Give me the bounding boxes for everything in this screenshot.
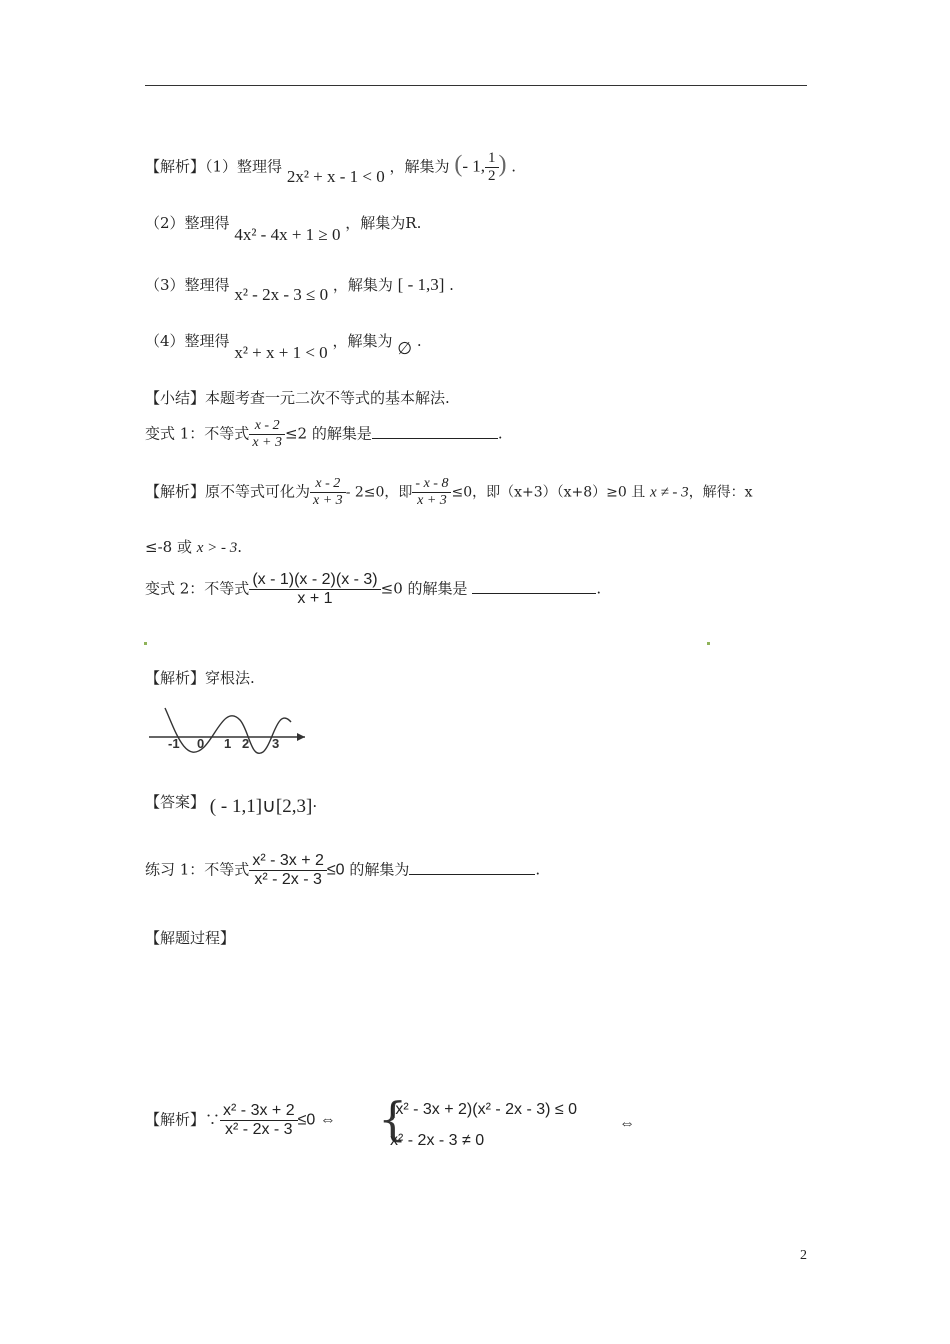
origin-label: 0: [197, 736, 205, 751]
answer-blank[interactable]: [372, 424, 498, 439]
v1-sol-condition: x ≠ - 3: [650, 484, 689, 501]
exercise-1-le: ≤0: [326, 861, 345, 879]
variant-1-fraction: $\frac{x - 2}{x + 3}$: [249, 418, 285, 451]
open-paren: (: [454, 151, 463, 178]
exercise-1-label: 练习 1：不等式: [145, 860, 250, 879]
part-1-end: .: [511, 157, 517, 176]
variant-2-fraction: $\frac{(x - 1)(x - 2)(x - 3)}{x + 1}$: [249, 571, 380, 608]
part-4-end: .: [416, 332, 422, 350]
summary: 【小结】本题考查一元二次不等式的基本解法.: [145, 389, 450, 407]
part-3-inequality: x² - 2x - 3 ≤ 0: [234, 285, 329, 304]
exercise-1-end: .: [535, 860, 541, 879]
part-1-answer-fraction: $\frac{1}{2}$: [485, 150, 499, 185]
part-3-answer: [ - 1,3]: [397, 275, 445, 294]
root-label: 1: [224, 736, 232, 751]
final-le: ≤0 ⇔: [297, 1111, 336, 1129]
axis-arrow-icon: [297, 733, 305, 741]
variant-1-solution: [145, 476, 753, 509]
v1-sol-line2a: ≤-8 或: [145, 538, 192, 556]
part-2-inequality: 4x² - 4x + 1 ≥ 0: [234, 225, 341, 244]
marker-dot-right: [707, 642, 710, 645]
variant-2: [145, 571, 601, 608]
header-rule: [145, 85, 807, 86]
part-1-inequality: 2x² + x - 1 < 0: [286, 166, 385, 186]
solution-part-2: [145, 212, 422, 244]
answer-label: 【答案】: [145, 793, 206, 811]
part-2-mid: ，解集为R.: [345, 214, 422, 232]
v1-sol-head: 【解析】原不等式可化为: [145, 482, 311, 501]
root-label: 3: [272, 736, 280, 751]
final-analysis: [145, 1102, 336, 1139]
answer-blank[interactable]: [409, 860, 535, 875]
v1-sol-fraction-1: $\frac{x - 2}{x + 3}$: [310, 476, 346, 509]
close-paren: ): [498, 151, 507, 178]
part-3-end: .: [449, 276, 454, 294]
part-3-mid: ，解集为: [332, 276, 393, 294]
v1-sol-fraction-2: $\frac{- x - 8}{x + 3}$: [412, 476, 451, 509]
exercise-1: [145, 852, 540, 889]
system-line-1: (x² - 3x + 2)(x² - 2x - 3) ≤ 0: [390, 1101, 578, 1118]
solution-part-4: [145, 330, 422, 362]
final-label: 【解析】∵: [145, 1110, 221, 1129]
solution-part-3: [145, 274, 454, 304]
answer-end: .: [312, 793, 318, 811]
variant-1-solution-line-2: [145, 536, 242, 557]
v1-sol-line2b: x > - 3: [196, 540, 238, 556]
v1-sol-line2c: .: [237, 538, 243, 556]
v1-sol-mid2: ≤0，即（x+3）（x+8）≥0 且: [451, 484, 646, 501]
page-number: 2: [800, 1248, 807, 1263]
part-4-inequality: x² + x + 1 < 0: [234, 343, 328, 362]
system-brace: {: [378, 1092, 408, 1146]
v1-sol-mid3: ，解得：x: [688, 484, 753, 501]
marker-dot-left: [144, 642, 147, 645]
part-1-answer-a: - 1,: [462, 156, 486, 176]
answer-line: [145, 790, 318, 817]
variant-2-end: .: [596, 579, 602, 598]
variant-1-end: .: [497, 424, 503, 443]
final-fraction: $\frac{\text{x² - 3x + 2}}{\text{x² - 2x - 3}}$: [220, 1102, 298, 1139]
empty-set-symbol: ∅: [397, 339, 413, 358]
variant-1: [145, 418, 503, 451]
iff-symbol: ⇔: [619, 1115, 635, 1132]
variant-1-tail: ≤2 的解集是: [284, 424, 372, 443]
part-1-label: 【解析】（1）整理得: [145, 157, 283, 176]
solution-part-1: [145, 150, 516, 185]
exercise-1-tail: 的解集为: [349, 860, 410, 879]
variant-2-solution: 【解析】穿根法.: [145, 669, 255, 687]
part-1-mid: ，解集为: [389, 157, 450, 176]
part-4-mid: ，解集为: [332, 332, 393, 350]
variant-1-label: 变式 1：不等式: [145, 424, 250, 443]
process-heading: 【解题过程】: [145, 929, 236, 947]
root-sign-graph: [145, 700, 315, 760]
part-3-label: （3）整理得: [145, 276, 230, 294]
variant-2-tail: ≤0 的解集是: [380, 579, 468, 598]
variant-2-label: 变式 2：不等式: [145, 579, 250, 598]
system-line-2: x² - 2x - 3 ≠ 0: [390, 1132, 485, 1149]
v1-sol-mid1: - 2≤0，即: [345, 484, 413, 501]
part-4-label: （4）整理得: [145, 332, 230, 350]
root-label: 2: [242, 736, 250, 751]
answer-blank[interactable]: [472, 579, 596, 594]
exercise-1-fraction: $\frac{\text{x² - 3x + 2}}{\text{x² - 2x - 3}}$: [249, 852, 327, 889]
root-label: -1: [168, 736, 180, 751]
answer-interval: ( - 1,1]∪[2,3]: [209, 796, 313, 817]
part-2-label: （2）整理得: [145, 214, 230, 232]
